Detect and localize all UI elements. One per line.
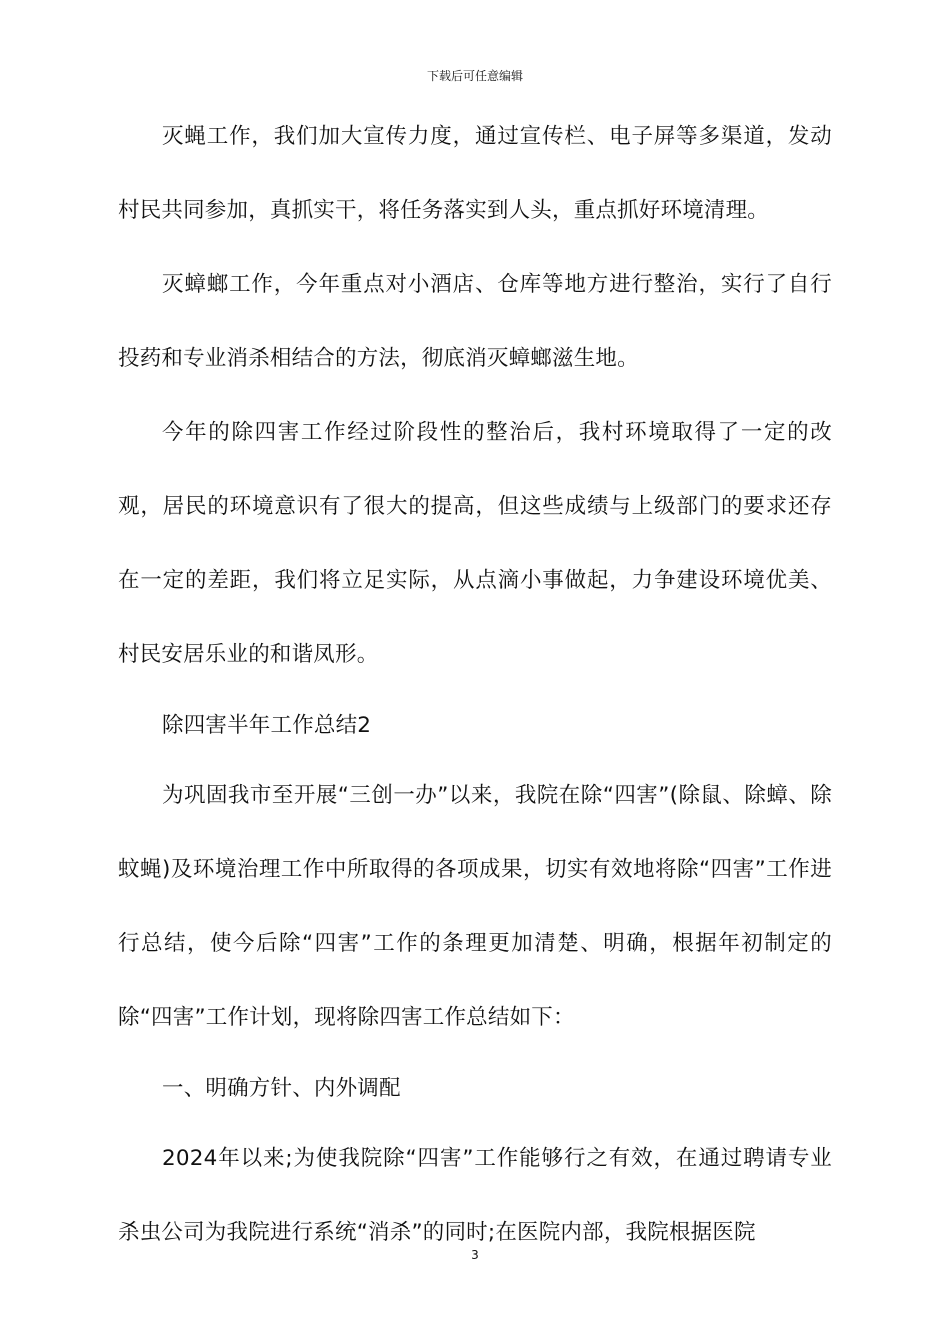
page-header: 下载后可任意编辑 [426, 69, 523, 83]
paragraph-measures: 2024年以来;为使我院除“四害”工作能够行之有效，在通过聘请专业杀虫公司为我院进行系统“消杀”的同时;在医院内部，我院根据医院 [118, 1146, 832, 1245]
document-body [118, 100, 832, 1270]
paragraph-fly-control: 灭蝇工作，我们加大宣传力度，通过宣传栏、电子屏等多渠道，发动村民共同参加，真抓实干，将任务落实到人头，重点抓好环境清理。 [118, 124, 832, 223]
paragraph-intro: 为巩固我市至开展“三创一办”以来，我院在除“四害”(除鼠、除蟑、除蚊蝇)及环境治理工作中所取得的各项成果，切实有效地将除“四害”工作进行总结，使今后除“四害”工作的条理更加清楚、明确，根据年初制定的除“四害”工作计划，现将除四害工作总结如下： [118, 783, 832, 1030]
section-title: 除四害半年工作总结2 [162, 713, 372, 738]
paragraph-summary: 今年的除四害工作经过阶段性的整治后，我村环境取得了一定的改观，居民的环境意识有了很大的提高，但这些成绩与上级部门的要求还存在一定的差距，我们将立足实际，从点滴小事做起，力争建设环境优美、村民安居乐业的和谐凤形。 [118, 420, 832, 667]
subsection-heading: 一、明确方针、内外调配 [162, 1076, 401, 1101]
page-number: 3 [471, 1248, 479, 1262]
paragraph-cockroach-control: 灭蟑螂工作，今年重点对小酒店、仓库等地方进行整治，实行了自行投药和专业消杀相结合的方法，彻底消灭蟑螂滋生地。 [118, 272, 832, 371]
